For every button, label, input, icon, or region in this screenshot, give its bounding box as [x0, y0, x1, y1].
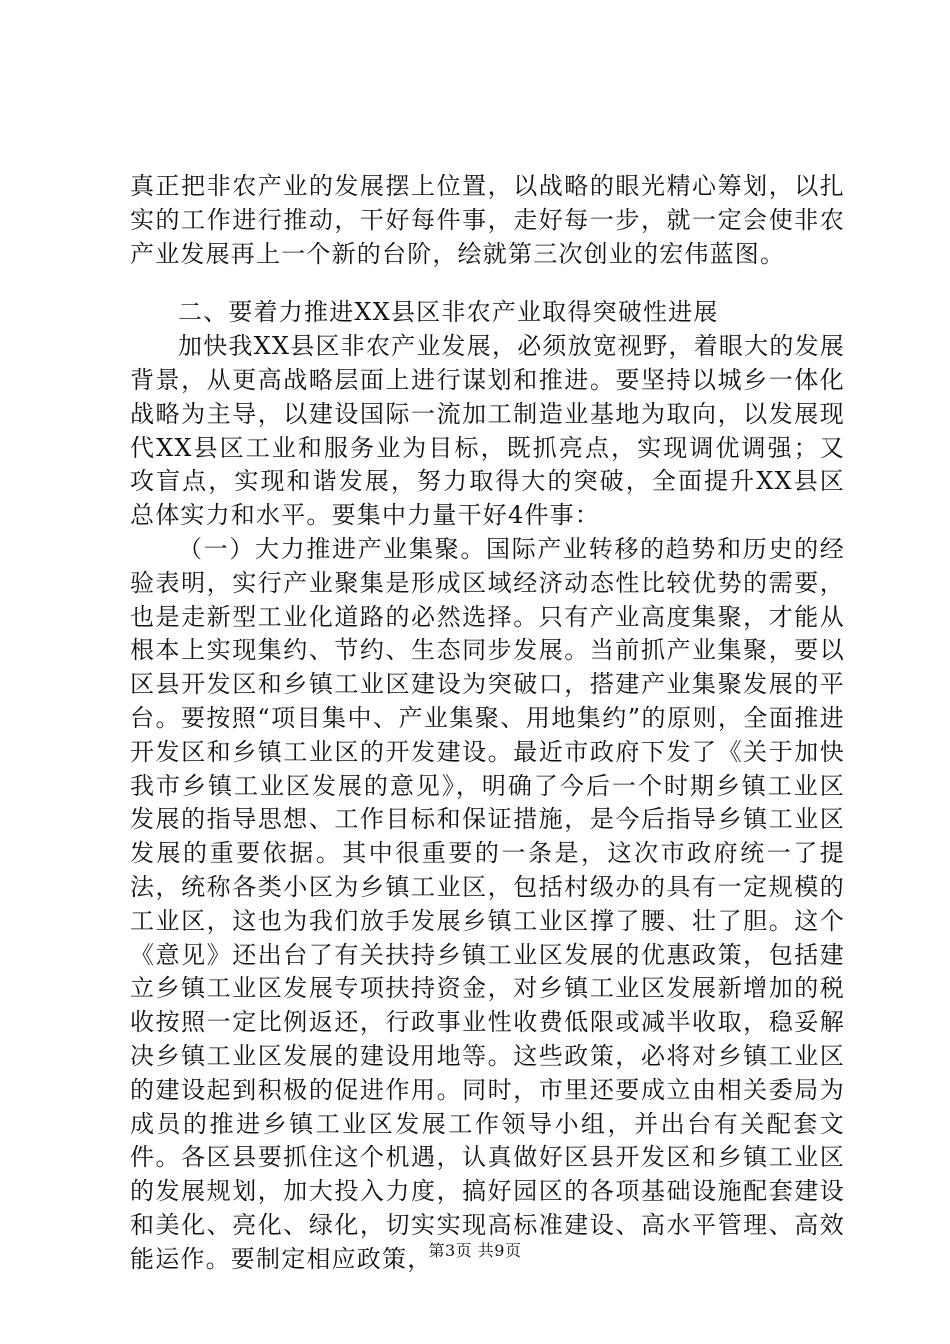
- paragraph-item-one: （一）大力推进产业集聚。国际产业转移的趋势和历史的经验表明，实行产业聚集是形成区域经济动态性比较优势的需要，也是走新型工业化道路的必然选择。只有产业高度集聚，才能从根本上实现集约、节约、生态同步发展。当前抓产业集聚，要以区县开发区和乡镇工业区建设为突破口，搭建产业集聚发展的平台。要按照“项目集中、产业集聚、用地集约”的原则，全面推进开发区和乡镇工业区的开发建设。最近市政府下发了《关于加快我市乡镇工业区发展的意见》，明确了今后一个时期乡镇工业区发展的指导思想、工作目标和保证措施，是今后指导乡镇工业区发展的重要依据。其中很重要的一条是，这次市政府统一了提法，统称各类小区为乡镇工业区，包括村级办的具有一定规模的工业区，这也为我们放手发展乡镇工业区撑了腰、壮了胆。这个《意见》还出台了有关扶持乡镇工业区发展的优惠政策，包括建立乡镇工业区发展专项扶持资金，对乡镇工业区发展新增加的税收按照一定比例返还，行政事业性收费低限或减半收取，稳妥解决乡镇工业区发展的建设用地等。这些政策，必将对乡镇工业区的建设起到积极的促进作用。同时，市里还要成立由相关委局为成员的推进乡镇工业区发展工作领导小组，并出台有关配套文件。各区县要抓住这个机遇，认真做好区县开发区和乡镇工业区的发展规划，加大投入力度，搞好园区的各项基础设施配套建设和美化、亮化、绿化，切实实现高标准建设、高水平管理、高效能运作。要制定相应政策，: [130, 534, 845, 1273]
- section-heading: 二、要着力推进XX县区非农产业取得突破性进展: [178, 298, 719, 327]
- document-body: [130, 170, 845, 1277]
- paragraph-intro: 加快我XX县区非农产业发展，必须放宽视野，着眼大的发展背景，从更高战略层面上进行谋划和推进。要坚持以城乡一体化战略为主导，以建设国际一流加工制造业基地为取向，以发展现代XX县区工业和服务业为目标，既抓亮点，实现调优调强；又攻盲点，实现和谐发展，努力取得大的突破，全面提升XX县区总体实力和水平。要集中力量干好4件事：: [130, 332, 845, 530]
- page-number-footer: 第3页 共9页: [428, 1241, 522, 1260]
- paragraph-continuation: 真正把非农产业的发展摆上位置，以战略的眼光精心筹划，以扎实的工作进行推动，干好每件事，走好每一步，就一定会使非农产业发展再上一个新的台阶，绘就第三次创业的宏伟蓝图。: [130, 172, 845, 268]
